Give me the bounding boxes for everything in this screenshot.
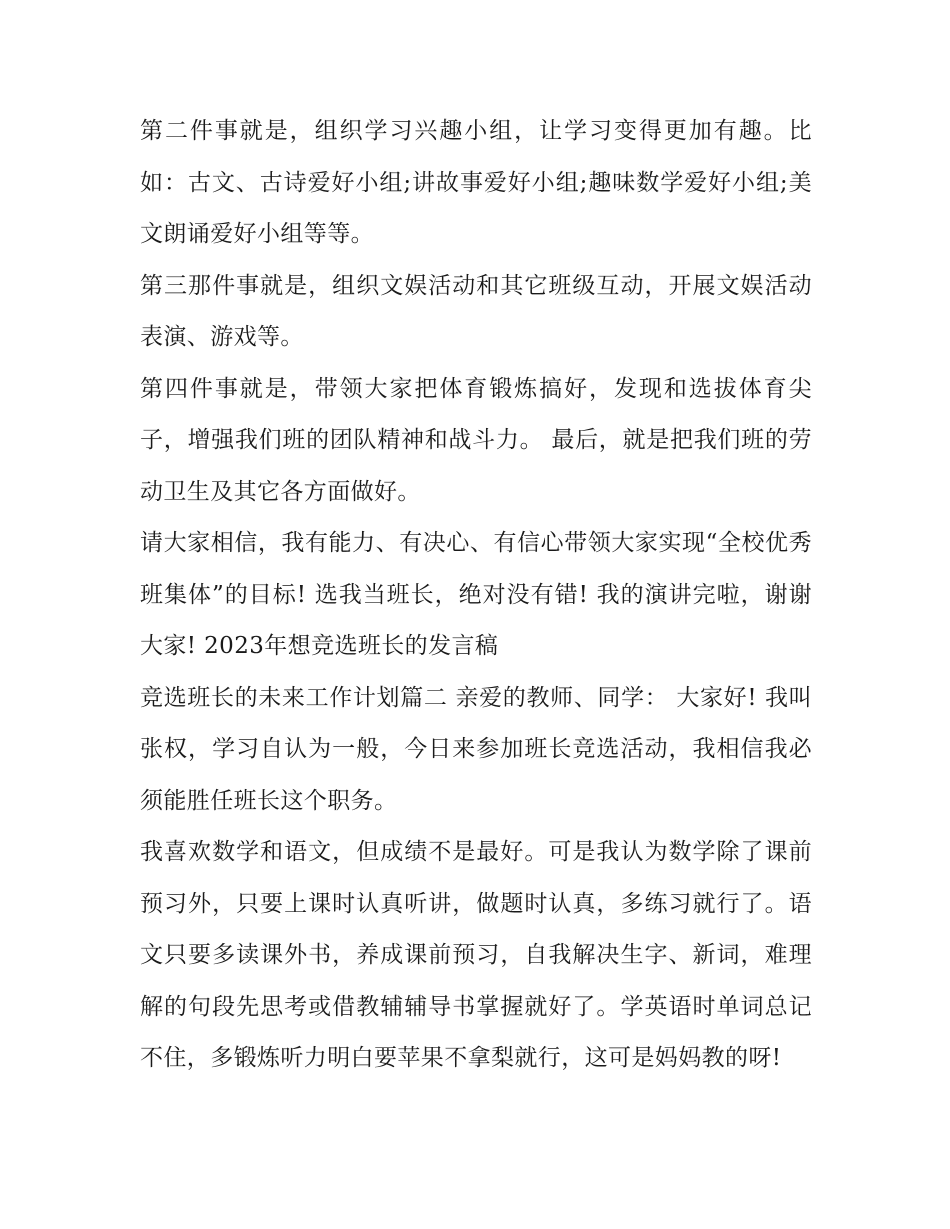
document-body	[140, 106, 812, 1085]
paragraph-1: 第二件事就是，组织学习兴趣小组，让学习变得更加有趣。比如：古文、古诗爱好小组;讲故事爱好小组;趣味数学爱好小组;美文朗诵爱好小组等等。	[140, 118, 812, 247]
paragraph-6: 我喜欢数学和语文，但成绩不是最好。可是我认为数学除了课前预习外，只要上课时认真听讲，做题时认真，多练习就行了。语文只要多读课外书，养成课前预习，自我解决生字、新词，难理解的句段先思考或借教辅辅导书掌握就好了。学英语时单词总记不住，多锻炼听力明白要苹果不拿梨就行，这可是妈妈教的呀!	[140, 839, 812, 1071]
paragraph-4: 请大家相信，我有能力、有决心、有信心带领大家实现“全校优秀班集体”的目标! 选我当班长，绝对没有错! 我的演讲完啦，谢谢大家! 2023年想竞选班长的发言稿	[140, 530, 812, 659]
paragraph-3: 第四件事就是，带领大家把体育锻炼搞好，发现和选拔体育尖子，增强我们班的团队精神和战斗力。 最后，就是把我们班的劳动卫生及其它各方面做好。	[140, 375, 812, 505]
paragraph-2: 第三那件事就是，组织文娱活动和其它班级互动，开展文娱活动表演、游戏等。	[140, 272, 812, 350]
paragraph-5: 竞选班长的未来工作计划篇二 亲爱的教师、同学： 大家好! 我叫张权，学习自认为一般，今日来参加班长竞选活动，我相信我必须能胜任班长这个职务。	[140, 684, 812, 814]
